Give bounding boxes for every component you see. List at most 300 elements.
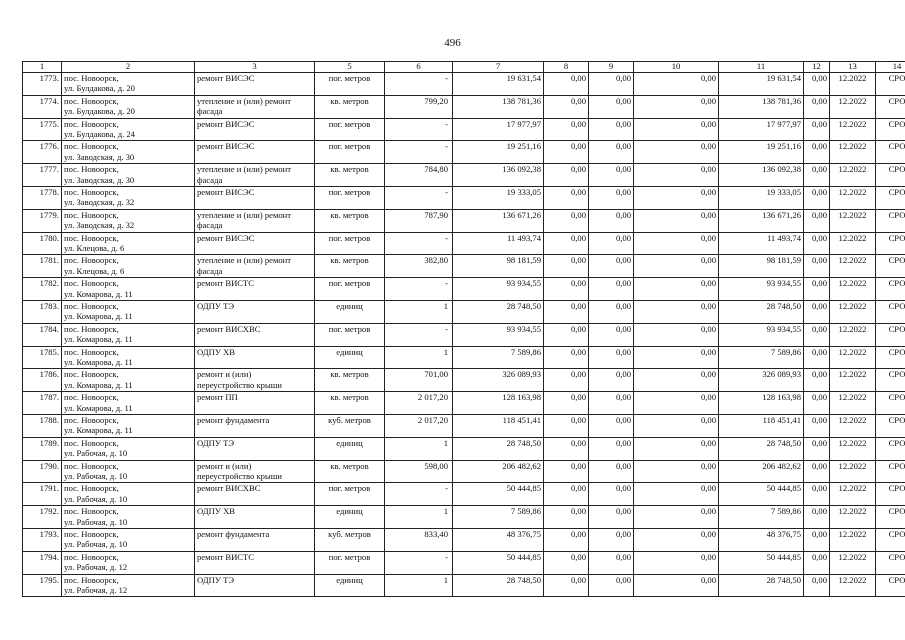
cost-cell: 0,00 (634, 73, 719, 96)
source-cell: СРО (876, 437, 905, 460)
row-number-cell: 1777. (23, 164, 62, 187)
total-cost-cell: 28 748,50 (453, 574, 544, 597)
deadline-cell: 12.2022 (830, 141, 876, 164)
cost-cell: 0,00 (804, 460, 830, 483)
quantity-cell: - (385, 141, 453, 164)
table-row (23, 551, 905, 574)
address-cell (62, 414, 195, 437)
unit-cell: кв. метров (315, 392, 385, 415)
address-line: ул. Заводская, д. 30 (64, 151, 135, 162)
table-row (23, 346, 905, 369)
address-cell (62, 232, 195, 255)
deadline-cell: 12.2022 (830, 73, 876, 96)
work-type-cell (195, 574, 315, 597)
unit-cell: единиц (315, 346, 385, 369)
work-type-cell (195, 528, 315, 551)
source-cell: СРО (876, 255, 905, 278)
work-type-line: фасада (197, 265, 223, 276)
total-cost-cell: 28 748,50 (453, 437, 544, 460)
source-cell: СРО (876, 506, 905, 529)
address-line: пос. Новоорск, (64, 369, 119, 380)
address-line: пос. Новоорск, (64, 323, 119, 334)
work-type-line: ремонт ВИСЭС (197, 141, 255, 152)
table-row (23, 414, 905, 437)
cost-cell: 136 671,26 (719, 209, 804, 232)
address-line: ул. Комарова, д. 11 (64, 356, 133, 367)
table-row (23, 186, 905, 209)
work-type-line: ремонт и (или) (197, 460, 252, 471)
address-line: пос. Новоорск, (64, 528, 119, 539)
table-row (23, 118, 905, 141)
work-type-line: утепление и (или) ремонт (197, 164, 292, 175)
source-cell: СРО (876, 278, 905, 301)
source-cell: СРО (876, 209, 905, 232)
address-line: ул. Заводская, д. 30 (64, 174, 135, 185)
row-number-cell: 1774. (23, 95, 62, 118)
table-row (23, 369, 905, 392)
source-cell: СРО (876, 414, 905, 437)
source-cell: СРО (876, 369, 905, 392)
cost-cell: 0,00 (634, 414, 719, 437)
address-line: ул. Заводская, д. 32 (64, 220, 135, 231)
quantity-cell: 833,40 (385, 528, 453, 551)
work-type-cell (195, 414, 315, 437)
cost-cell: 0,00 (634, 209, 719, 232)
address-line: ул. Комарова, д. 11 (64, 334, 133, 345)
row-number-cell: 1776. (23, 141, 62, 164)
address-line: ул. Заводская, д. 32 (64, 197, 135, 208)
work-type-line: ремонт ВИСХВС (197, 323, 261, 334)
cost-cell: 0,00 (544, 118, 589, 141)
cost-cell: 0,00 (544, 437, 589, 460)
total-cost-cell: 17 977,97 (453, 118, 544, 141)
work-type-line: ОДПУ ХВ (197, 346, 236, 357)
work-type-cell (195, 118, 315, 141)
work-type-cell (195, 323, 315, 346)
quantity-cell: 784,80 (385, 164, 453, 187)
quantity-cell: 787,90 (385, 209, 453, 232)
quantity-cell: 701,00 (385, 369, 453, 392)
cost-cell: 0,00 (589, 346, 634, 369)
unit-cell: кв. метров (315, 255, 385, 278)
address-cell (62, 186, 195, 209)
cost-cell: 0,00 (544, 460, 589, 483)
row-number-cell: 1786. (23, 369, 62, 392)
deadline-cell: 12.2022 (830, 574, 876, 597)
source-cell: СРО (876, 574, 905, 597)
unit-cell: единиц (315, 506, 385, 529)
address-cell (62, 528, 195, 551)
column-header: 9 (589, 62, 634, 73)
address-line: пос. Новоорск, (64, 255, 119, 266)
cost-cell: 0,00 (804, 506, 830, 529)
row-number-cell: 1791. (23, 483, 62, 506)
address-line: пос. Новоорск, (64, 278, 119, 289)
address-line: ул. Булдакова, д. 24 (64, 129, 135, 139)
address-cell (62, 278, 195, 301)
deadline-cell: 12.2022 (830, 369, 876, 392)
column-header: 2 (62, 62, 195, 73)
source-cell: СРО (876, 483, 905, 506)
cost-cell: 19 631,54 (719, 73, 804, 96)
unit-cell: пог. метров (315, 323, 385, 346)
work-type-line: ОДПУ ХВ (197, 506, 236, 517)
cost-cell: 0,00 (634, 551, 719, 574)
deadline-cell: 12.2022 (830, 209, 876, 232)
cost-cell: 0,00 (544, 346, 589, 369)
table-row (23, 95, 905, 118)
cost-cell: 0,00 (804, 118, 830, 141)
address-cell (62, 551, 195, 574)
page-number: 496 (444, 37, 461, 49)
source-cell: СРО (876, 323, 905, 346)
cost-cell: 0,00 (589, 73, 634, 96)
cost-cell: 0,00 (804, 209, 830, 232)
cost-cell: 0,00 (544, 95, 589, 118)
address-cell (62, 574, 195, 597)
deadline-cell: 12.2022 (830, 506, 876, 529)
quantity-cell: 1 (385, 506, 453, 529)
column-header: 8 (544, 62, 589, 73)
work-type-line: ремонт ВИСЭС (197, 186, 255, 197)
deadline-cell: 12.2022 (830, 164, 876, 187)
cost-cell: 0,00 (804, 141, 830, 164)
work-type-cell (195, 73, 315, 96)
cost-cell: 118 451,41 (719, 414, 804, 437)
work-type-line: ремонт ВИСХВС (197, 483, 261, 494)
total-cost-cell: 93 934,55 (453, 323, 544, 346)
row-number-cell: 1794. (23, 551, 62, 574)
column-header: 7 (453, 62, 544, 73)
table-row (23, 437, 905, 460)
cost-cell: 0,00 (589, 574, 634, 597)
cost-cell: 0,00 (804, 95, 830, 118)
total-cost-cell: 7 589,86 (453, 506, 544, 529)
quantity-cell: 2 017,20 (385, 414, 453, 437)
deadline-cell: 12.2022 (830, 186, 876, 209)
deadline-cell: 12.2022 (830, 414, 876, 437)
address-line: пос. Новоорск, (64, 414, 119, 425)
row-number-cell: 1782. (23, 278, 62, 301)
cost-cell: 0,00 (634, 278, 719, 301)
quantity-cell: - (385, 232, 453, 255)
work-type-cell (195, 460, 315, 483)
cost-cell: 128 163,98 (719, 392, 804, 415)
row-number-cell: 1780. (23, 232, 62, 255)
total-cost-cell: 93 934,55 (453, 278, 544, 301)
cost-cell: 0,00 (589, 164, 634, 187)
row-number-cell: 1792. (23, 506, 62, 529)
row-number-cell: 1775. (23, 118, 62, 141)
cost-cell: 0,00 (804, 574, 830, 597)
address-line: ул. Рабочая, д. 10 (64, 493, 128, 504)
quantity-cell: 1 (385, 574, 453, 597)
work-type-cell (195, 255, 315, 278)
unit-cell: единиц (315, 574, 385, 597)
column-header: 10 (634, 62, 719, 73)
work-type-line: ОДПУ ТЭ (197, 574, 235, 585)
cost-cell: 50 444,85 (719, 483, 804, 506)
cost-cell: 0,00 (589, 528, 634, 551)
quantity-cell: 598,00 (385, 460, 453, 483)
unit-cell: кв. метров (315, 460, 385, 483)
source-cell: СРО (876, 232, 905, 255)
cost-cell: 0,00 (634, 392, 719, 415)
cost-cell: 0,00 (589, 323, 634, 346)
total-cost-cell: 19 631,54 (453, 73, 544, 96)
address-line: пос. Новоорск, (64, 437, 119, 448)
cost-cell: 0,00 (804, 278, 830, 301)
address-line: пос. Новоорск, (64, 460, 119, 471)
column-header: 6 (385, 62, 453, 73)
address-cell (62, 346, 195, 369)
unit-cell: кв. метров (315, 209, 385, 232)
quantity-cell: 2 017,20 (385, 392, 453, 415)
cost-cell: 11 493,74 (719, 232, 804, 255)
work-type-cell (195, 483, 315, 506)
column-header: 1 (23, 62, 62, 73)
cost-cell: 28 748,50 (719, 300, 804, 323)
table-row (23, 73, 905, 96)
unit-cell: пог. метров (315, 551, 385, 574)
address-cell (62, 437, 195, 460)
row-number-cell: 1793. (23, 528, 62, 551)
cost-cell: 0,00 (634, 369, 719, 392)
row-number-cell: 1787. (23, 392, 62, 415)
work-type-line: утепление и (или) ремонт (197, 255, 292, 266)
deadline-cell: 12.2022 (830, 95, 876, 118)
cost-cell: 93 934,55 (719, 323, 804, 346)
cost-cell: 0,00 (634, 300, 719, 323)
unit-cell: куб. метров (315, 414, 385, 437)
cost-cell: 0,00 (544, 232, 589, 255)
work-type-line: ремонт ВИСТС (197, 278, 255, 289)
deadline-cell: 12.2022 (830, 551, 876, 574)
address-line: пос. Новоорск, (64, 392, 119, 403)
total-cost-cell: 128 163,98 (453, 392, 544, 415)
cost-cell: 28 748,50 (719, 574, 804, 597)
work-type-cell (195, 437, 315, 460)
cost-cell: 0,00 (804, 346, 830, 369)
address-line: пос. Новоорск, (64, 551, 119, 562)
address-line: пос. Новоорск, (64, 232, 119, 243)
cost-cell: 0,00 (804, 551, 830, 574)
source-cell: СРО (876, 186, 905, 209)
work-type-cell (195, 392, 315, 415)
table-row (23, 209, 905, 232)
cost-cell: 0,00 (544, 574, 589, 597)
cost-cell: 0,00 (544, 551, 589, 574)
total-cost-cell: 136 092,38 (453, 164, 544, 187)
deadline-cell: 12.2022 (830, 437, 876, 460)
work-type-line: ремонт фундамента (197, 414, 270, 425)
cost-cell: 0,00 (634, 141, 719, 164)
work-type-line: фасада (197, 174, 223, 185)
source-cell: СРО (876, 95, 905, 118)
address-line: пос. Новоорск, (64, 118, 119, 129)
work-type-line: ОДПУ ТЭ (197, 437, 235, 448)
address-line: ул. Комарова, д. 11 (64, 425, 133, 436)
address-line: пос. Новоорск, (64, 574, 119, 585)
cost-cell: 0,00 (544, 414, 589, 437)
address-line: ул. Рабочая, д. 12 (64, 584, 128, 595)
table-row (23, 300, 905, 323)
cost-cell: 0,00 (804, 437, 830, 460)
cost-cell: 138 781,36 (719, 95, 804, 118)
deadline-cell: 12.2022 (830, 255, 876, 278)
unit-cell: куб. метров (315, 528, 385, 551)
table-row (23, 278, 905, 301)
cost-cell: 0,00 (589, 232, 634, 255)
deadline-cell: 12.2022 (830, 118, 876, 141)
cost-cell: 0,00 (589, 278, 634, 301)
deadline-cell: 12.2022 (830, 460, 876, 483)
cost-cell: 0,00 (544, 164, 589, 187)
column-header: 3 (195, 62, 315, 73)
cost-cell: 0,00 (589, 141, 634, 164)
cost-cell: 0,00 (589, 483, 634, 506)
address-line: пос. Новоорск, (64, 164, 119, 175)
address-cell (62, 73, 195, 96)
cost-cell: 0,00 (634, 346, 719, 369)
work-type-line: утепление и (или) ремонт (197, 95, 292, 106)
total-cost-cell: 19 333,05 (453, 186, 544, 209)
work-type-cell (195, 346, 315, 369)
quantity-cell: 1 (385, 300, 453, 323)
cost-cell: 0,00 (544, 528, 589, 551)
unit-cell: пог. метров (315, 73, 385, 96)
address-cell (62, 300, 195, 323)
address-line: ул. Булдакова, д. 20 (64, 106, 135, 117)
register-table (22, 61, 905, 597)
row-number-cell: 1788. (23, 414, 62, 437)
table-row (23, 483, 905, 506)
cost-cell: 0,00 (634, 323, 719, 346)
cost-cell: 0,00 (634, 460, 719, 483)
cost-cell: 50 444,85 (719, 551, 804, 574)
row-number-cell: 1778. (23, 186, 62, 209)
address-line: пос. Новоорск, (64, 346, 119, 357)
cost-cell: 0,00 (544, 209, 589, 232)
quantity-cell: - (385, 186, 453, 209)
address-line: пос. Новоорск, (64, 141, 119, 152)
cost-cell: 0,00 (634, 164, 719, 187)
address-line: пос. Новоорск, (64, 73, 119, 83)
cost-cell: 0,00 (634, 483, 719, 506)
unit-cell: пог. метров (315, 118, 385, 141)
total-cost-cell: 326 089,93 (453, 369, 544, 392)
address-line: ул. Комарова, д. 11 (64, 402, 133, 413)
column-header: 12 (804, 62, 830, 73)
work-type-line: утепление и (или) ремонт (197, 209, 292, 220)
column-header: 5 (315, 62, 385, 73)
column-header: 13 (830, 62, 876, 73)
work-type-cell (195, 232, 315, 255)
work-type-line: ремонт фундамента (197, 528, 270, 539)
cost-cell: 19 333,05 (719, 186, 804, 209)
cost-cell: 0,00 (804, 164, 830, 187)
cost-cell: 0,00 (804, 186, 830, 209)
cost-cell: 0,00 (589, 95, 634, 118)
row-number-cell: 1789. (23, 437, 62, 460)
row-number-cell: 1784. (23, 323, 62, 346)
cost-cell: 7 589,86 (719, 506, 804, 529)
cost-cell: 0,00 (544, 255, 589, 278)
row-number-cell: 1773. (23, 73, 62, 96)
cost-cell: 0,00 (589, 414, 634, 437)
work-type-line: переустройство крыши (197, 470, 282, 481)
cost-cell: 0,00 (634, 118, 719, 141)
source-cell: СРО (876, 346, 905, 369)
row-number-cell: 1783. (23, 300, 62, 323)
row-number-cell: 1785. (23, 346, 62, 369)
quantity-cell: 1 (385, 346, 453, 369)
table-row (23, 574, 905, 597)
cost-cell: 0,00 (544, 506, 589, 529)
work-type-cell (195, 551, 315, 574)
total-cost-cell: 118 451,41 (453, 414, 544, 437)
cost-cell: 0,00 (804, 300, 830, 323)
table-row (23, 460, 905, 483)
cost-cell: 93 934,55 (719, 278, 804, 301)
source-cell: СРО (876, 118, 905, 141)
register-rows (23, 73, 905, 597)
cost-cell: 0,00 (589, 460, 634, 483)
cost-cell: 0,00 (634, 232, 719, 255)
row-number-cell: 1779. (23, 209, 62, 232)
cost-cell: 0,00 (634, 437, 719, 460)
address-line: ул. Клецова, д. 6 (64, 242, 125, 253)
work-type-cell (195, 506, 315, 529)
deadline-cell: 12.2022 (830, 278, 876, 301)
table-row (23, 323, 905, 346)
cost-cell: 0,00 (544, 278, 589, 301)
table-row (23, 392, 905, 415)
address-line: ул. Комарова, д. 11 (64, 379, 133, 390)
address-cell (62, 255, 195, 278)
table-row (23, 528, 905, 551)
source-cell: СРО (876, 460, 905, 483)
work-type-cell (195, 209, 315, 232)
source-cell: СРО (876, 73, 905, 96)
cost-cell: 0,00 (544, 392, 589, 415)
work-type-line: ремонт ВИСЭС (197, 73, 255, 83)
address-line: ул. Рабочая, д. 12 (64, 562, 128, 573)
cost-cell: 326 089,93 (719, 369, 804, 392)
row-number-cell: 1795. (23, 574, 62, 597)
cost-cell: 0,00 (589, 437, 634, 460)
work-type-line: переустройство крыши (197, 379, 282, 390)
quantity-cell: - (385, 278, 453, 301)
cost-cell: 7 589,86 (719, 346, 804, 369)
source-cell: СРО (876, 300, 905, 323)
address-line: ул. Рабочая, д. 10 (64, 539, 128, 550)
cost-cell: 0,00 (804, 414, 830, 437)
address-cell (62, 506, 195, 529)
cost-cell: 0,00 (589, 551, 634, 574)
deadline-cell: 12.2022 (830, 346, 876, 369)
address-line: пос. Новоорск, (64, 209, 119, 220)
column-number-row (23, 62, 905, 73)
address-line: пос. Новоорск, (64, 300, 119, 311)
source-cell: СРО (876, 164, 905, 187)
cost-cell: 0,00 (544, 300, 589, 323)
address-cell (62, 118, 195, 141)
work-type-line: ремонт ВИСЭС (197, 232, 255, 243)
total-cost-cell: 19 251,16 (453, 141, 544, 164)
cost-cell: 206 482,62 (719, 460, 804, 483)
cost-cell: 0,00 (634, 255, 719, 278)
